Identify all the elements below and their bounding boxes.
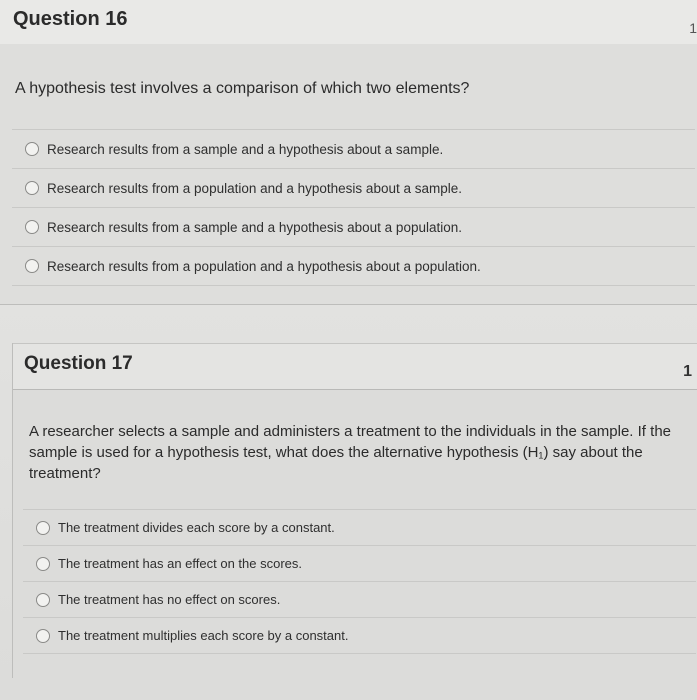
radio-button[interactable] [36,521,50,535]
question-16-options [12,129,695,286]
radio-button[interactable] [25,142,39,156]
question-17-header [13,343,697,390]
question-16-title: Question 16 [13,8,128,30]
option-label: Research results from a sample and a hypothesis about a population. [47,219,462,235]
q16-option-4[interactable] [12,246,695,286]
option-label: The treatment divides each score by a constant. [58,520,335,535]
radio-button[interactable] [25,181,39,195]
option-label: Research results from a population and a hypothesis about a population. [47,258,481,274]
question-16-points: 1 [689,20,697,36]
q16-option-2[interactable] [12,168,695,207]
radio-button[interactable] [36,629,50,643]
q17-option-4[interactable] [23,617,696,654]
question-17-options [23,509,696,654]
question-16-text: A hypothesis test involves a comparison of which two elements? [15,80,470,97]
radio-button[interactable] [25,220,39,234]
q16-option-1[interactable] [12,129,695,168]
option-label: The treatment multiplies each score by a constant. [58,628,349,643]
radio-button[interactable] [36,557,50,571]
q17-option-2[interactable] [23,545,696,581]
question-17-text: A researcher selects a sample and administers a treatment to the individuals in the sample. If the sample is used for a hypothesis test, what does the alternative hypothesis (H₁) say about the treatment? [29,423,671,482]
question-16-header [0,0,697,45]
radio-button[interactable] [36,593,50,607]
option-label: Research results from a population and a hypothesis about a sample. [47,180,462,196]
option-label: Research results from a sample and a hypothesis about a sample. [47,141,444,157]
option-label: The treatment has no effect on scores. [58,592,281,607]
radio-button[interactable] [25,259,39,273]
q17-option-3[interactable] [23,581,696,617]
question-16-body [0,44,697,305]
option-label: The treatment has an effect on the scores. [58,556,303,571]
question-17-panel [12,343,697,678]
q17-option-1[interactable] [23,509,696,545]
q16-option-3[interactable] [12,207,695,246]
question-17-title: Question 17 [24,353,133,374]
question-17-points: 1 [683,363,692,380]
